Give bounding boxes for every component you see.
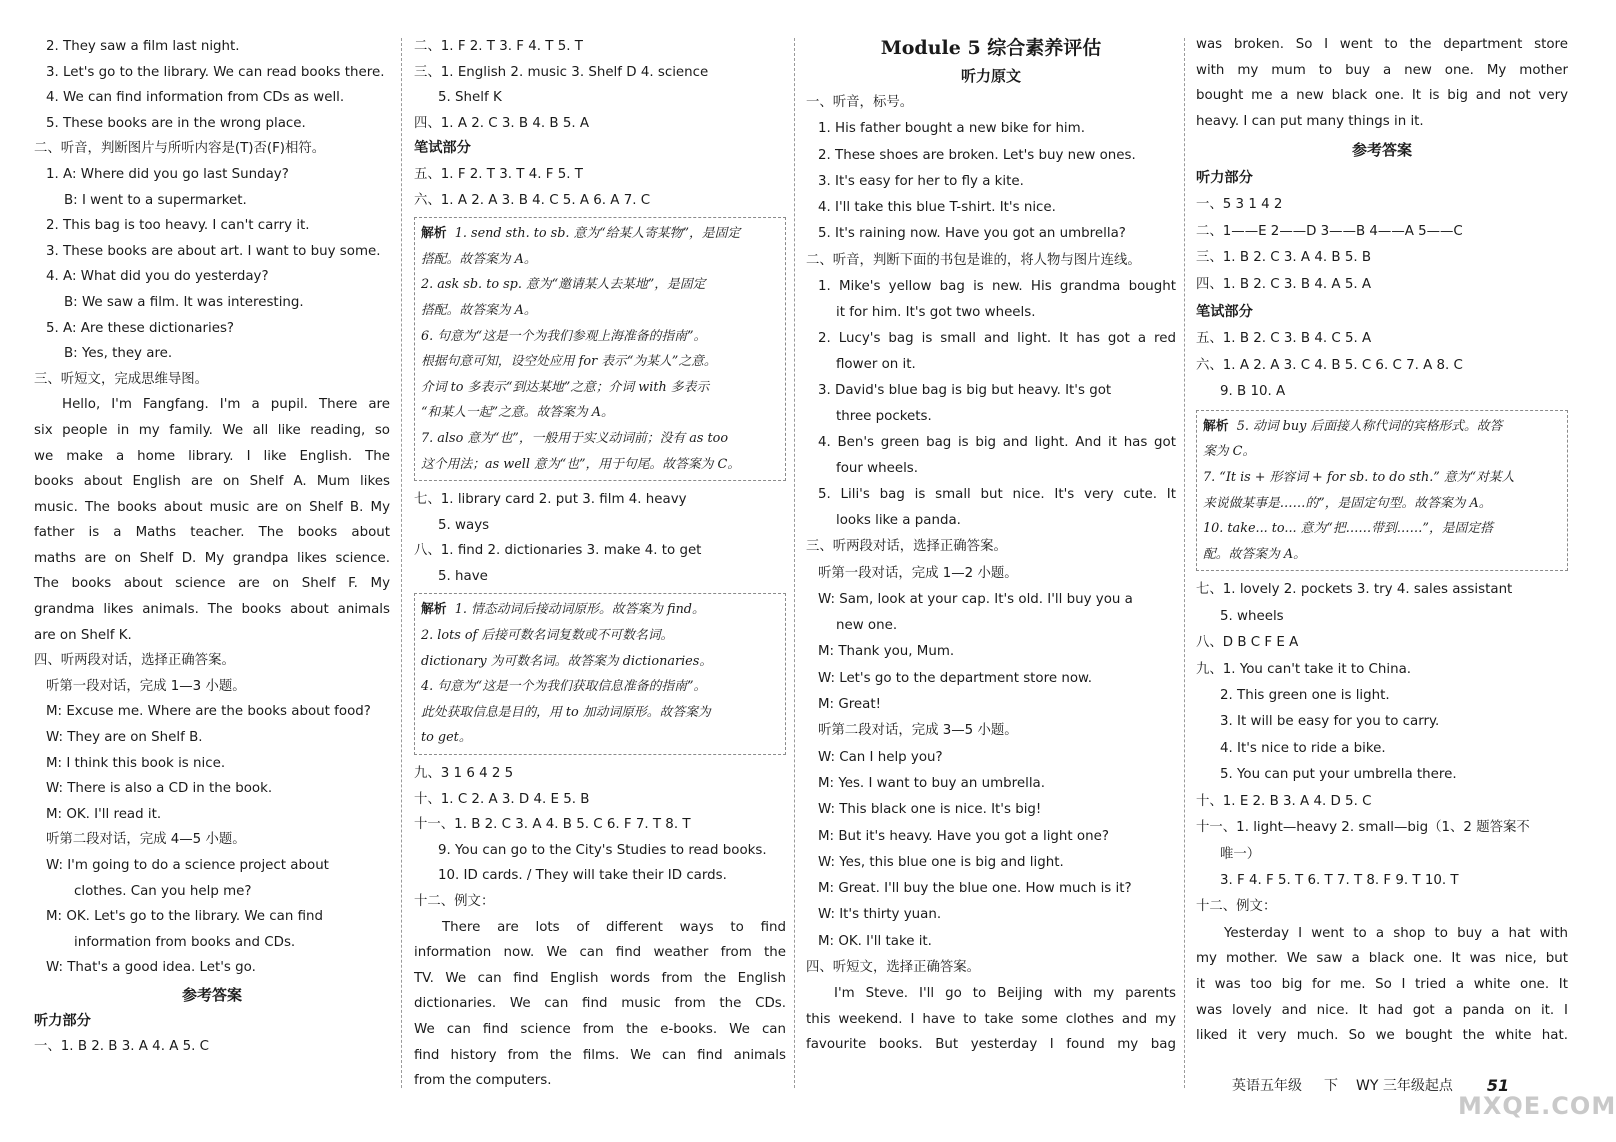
text-line: favourite books. But yesterday I found my bag <box>806 1037 1176 1053</box>
text-line: this weekend. I have to take some clothes and my <box>806 1011 1176 1027</box>
text-line: 六、1. A 2. A 3. C 4. B 5. C 6. C 7. A 8. C <box>1196 357 1463 373</box>
text-line: M: Yes. I want to buy an umbrella. <box>818 775 1046 791</box>
text-line: 5. A: Are these dictionaries? <box>46 320 235 336</box>
answer-line: 一、1. B 2. B 3. A 4. A 5. C <box>34 1039 210 1055</box>
text-line: 二、听音，判断图片与所听内容是(T)否(F)相符。 <box>34 141 326 157</box>
text-line: 十二、例文： <box>1196 899 1277 915</box>
text-line: 5. Shelf K <box>438 90 502 106</box>
text-line: new one. <box>836 618 898 634</box>
text-line: 九、1. You can't take it to China. <box>1196 661 1412 677</box>
listening-script-continued <box>34 34 390 981</box>
listening-script-heading: 听力原文 <box>960 67 1021 85</box>
text-line: 介词 to 多表示“到达某地”之意；介词 with 多表示 <box>421 379 710 395</box>
text-line: W: Sam, look at your cap. It's old. I'll buy you a <box>818 591 1133 607</box>
text-line: 5. ways <box>438 517 490 533</box>
text-line: 五、1. B 2. C 3. B 4. C 5. A <box>1196 331 1372 347</box>
analysis-lines <box>1203 439 1561 567</box>
text-line: it was too big for me. So I tried a white one. It <box>1196 976 1568 992</box>
text-line: Hello, I'm Fangfang. I'm a pupil. There are <box>62 397 390 413</box>
footer-subject: 英语五年级 <box>1232 1078 1302 1094</box>
text-line: M: I think this book is nice. <box>46 755 226 771</box>
analysis-text: 1. send sth. to sb. 意为“给某人寄某物”，是固定 <box>454 226 741 242</box>
text-line: 听第一段对话，完成 1—3 小题。 <box>46 678 246 694</box>
text-line: W: Let's go to the department store now. <box>818 670 1092 686</box>
text-line: 十一、1. light—heavy 2. small—big（1、2 题答案不 <box>1196 820 1530 836</box>
text-line: B: We saw a film. It was interesting. <box>64 294 304 310</box>
text-line: my mother. We saw a black one. It was nice, but <box>1196 951 1568 967</box>
text-line: 四、1. A 2. C 3. B 4. B 5. A <box>414 115 590 131</box>
text-line: 根据句意可知，设空处应用 for 表示“为某人”之意。 <box>421 354 717 370</box>
text-line: 2. lots of 后接可数名词复数或不可数名词。 <box>421 628 674 644</box>
answers-listening <box>414 34 786 136</box>
text-line: 八、D B C F E A <box>1196 635 1299 651</box>
text-line: 1. A: Where did you go last Sunday? <box>46 166 289 182</box>
column-4 <box>1196 32 1568 1049</box>
text-line: 4. 句意为“这是一个为我们获取信息准备的指南”。 <box>421 679 707 695</box>
text-line: 二、听音，判断下面的书包是谁的，将人物与图片连线。 <box>806 252 1141 268</box>
text-line: 3. It will be easy for you to carry. <box>1220 714 1440 730</box>
answers-written-2 <box>1196 577 1568 1048</box>
text-line: 4. It's nice to ride a bike. <box>1220 740 1386 756</box>
answers-written <box>414 162 786 213</box>
text-line: it for him. It's got two wheels. <box>836 304 1036 320</box>
text-line: 此处获取信息是目的，用 to 加动词原形。故答案为 <box>421 704 711 720</box>
text-line: 9. You can go to the City's Studies to read books. <box>438 842 767 858</box>
column-3 <box>806 34 1176 1058</box>
text-line: There are lots of different ways to find <box>442 919 786 935</box>
column-divider <box>794 38 795 1088</box>
text-line: 八、1. find 2. dictionaries 3. make 4. to get <box>414 543 702 559</box>
text-line: books about English are on Shelf A. Mum likes <box>34 474 390 490</box>
text-line: 九、3 1 6 4 2 5 <box>414 766 514 782</box>
text-line: 三、听短文，完成思维导图。 <box>34 371 209 387</box>
text-line: 6. 句意为“这是一个为我们参观上海准备的指南”。 <box>421 328 707 344</box>
text-line: M: OK. I'll take it. <box>818 933 932 949</box>
text-line: information from books and CDs. <box>74 934 296 950</box>
text-line: 三、1. B 2. C 3. A 4. B 5. B <box>1196 250 1372 266</box>
text-line: 3. It's easy for her to fly a kite. <box>818 173 1024 189</box>
text-line: M: Great! <box>818 697 881 713</box>
text-line: W: That's a good idea. Let's go. <box>46 960 256 976</box>
listening-part-label: 听力部分 <box>34 1012 91 1029</box>
text-line: W: Can I help you? <box>818 749 943 765</box>
text-line: find history from the films. We can find animals <box>414 1047 786 1063</box>
text-line: 二、1——E 2——D 3——B 4——A 5——C <box>1196 223 1463 239</box>
text-line: W: They are on Shelf B. <box>46 730 203 746</box>
analysis-label: 解析 <box>421 226 447 242</box>
text-line: 案为 C。 <box>1203 444 1256 460</box>
answers-heading: 参考答案 <box>181 985 242 1004</box>
listening-part-label: 听力部分 <box>1196 170 1253 187</box>
text-line: M: But it's heavy. Have you got a light one? <box>818 828 1109 844</box>
text-line: 一、5 3 1 4 2 <box>1196 197 1283 213</box>
text-line: 三、听两段对话，选择正确答案。 <box>806 539 1007 555</box>
text-line: 听第二段对话，完成 4—5 小题。 <box>46 832 246 848</box>
answers-written-2 <box>414 487 786 589</box>
text-line: B: Yes, they are. <box>64 346 173 362</box>
text-line: W: I'm going to do a science project about <box>46 858 329 873</box>
text-line: 十、1. E 2. B 3. A 4. D 5. C <box>1196 793 1372 809</box>
analysis-text: 1. 情态动词后接动词原形。故答案为 find。 <box>454 602 705 618</box>
text-line: 十二、例文： <box>414 894 495 909</box>
text-line: 七、1. lovely 2. pockets 3. try 4. sales assistant <box>1196 582 1513 598</box>
text-line: The books about science are on Shelf F. My <box>34 576 390 592</box>
text-line: 三、1. English 2. music 3. Shelf D 4. science <box>414 64 709 80</box>
text-line: 5. These books are in the wrong place. <box>46 115 306 131</box>
text-line: 3. Let's go to the library. We can read books there. <box>46 64 385 80</box>
text-line: 2. These shoes are broken. Let's buy new ones. <box>818 147 1136 163</box>
text-line: clothes. Can you help me? <box>74 883 252 899</box>
footer-term: 下 <box>1324 1078 1338 1094</box>
text-line: W: There is also a CD in the book. <box>46 781 273 797</box>
text-line: music. The books about music are on Shelf B. My <box>34 499 390 515</box>
text-line: with my mum to buy a new one. My mother <box>1196 62 1568 78</box>
column-2 <box>414 34 786 1094</box>
written-part-label: 笔试部分 <box>1196 304 1253 321</box>
text-line: 10. ID cards. / They will take their ID cards. <box>438 868 727 884</box>
text-line: we make a home library. I like English. The <box>34 448 390 464</box>
answers-heading: 参考答案 <box>1351 141 1412 160</box>
text-line: 二、1. F 2. T 3. F 4. T 5. T <box>414 39 583 54</box>
text-line: 5. Lili's bag is small but nice. It's very cute. It <box>818 487 1176 503</box>
text-line: B: I went to a supermarket. <box>64 192 247 208</box>
column-1 <box>34 34 390 1060</box>
text-line: 5. have <box>438 568 488 584</box>
text-line: 4. Ben's green bag is big and light. And it has got <box>818 435 1176 451</box>
text-line: 2. Lucy's bag is small and light. It has got a red <box>818 330 1176 346</box>
watermark-logo: MXQE.COM <box>1458 1092 1616 1120</box>
text-line: 唯一） <box>1220 846 1261 862</box>
text-line: W: Yes, this blue one is big and light. <box>818 854 1064 870</box>
text-line: 5. wheels <box>1220 608 1284 624</box>
text-line: 3. F 4. F 5. T 6. T 7. T 8. F 9. T 10. T <box>1220 872 1459 888</box>
answers-written <box>1196 326 1568 406</box>
text-line: information now. We can find weather from the <box>414 945 786 961</box>
analysis-box <box>1196 410 1568 572</box>
text-line: 5. It's raining now. Have you got an umbrella? <box>818 226 1126 242</box>
text-line: 4. A: What did you do yesterday? <box>46 269 269 285</box>
text-line: 这个用法；as well 意为“也”，用于句尾。故答案为 C。 <box>421 456 741 472</box>
text-line: 2. They saw a film last night. <box>46 39 240 54</box>
text-line: 四、听两段对话，选择正确答案。 <box>34 653 235 669</box>
text-line: Yesterday I went to a shop to buy a hat with <box>1224 925 1568 941</box>
text-line: looks like a panda. <box>836 512 961 528</box>
text-line: 3. David's blue bag is big but heavy. It's got <box>818 382 1112 398</box>
text-line: dictionaries. We can find music from the CDs. <box>414 996 786 1012</box>
text-line: was lovely and nice. It had got a panda on it. I <box>1196 1002 1568 1018</box>
text-line: to get。 <box>421 730 472 746</box>
text-line: was broken. So I went to the department store <box>1196 37 1568 52</box>
text-line: 2. This green one is light. <box>1220 688 1390 704</box>
text-line: M: Great. I'll buy the blue one. How much is it? <box>818 881 1132 897</box>
column-divider <box>401 38 402 1088</box>
analysis-box <box>414 217 786 481</box>
text-line: maths are on Shelf D. My grandpa likes science. <box>34 550 390 566</box>
text-line: 七、1. library card 2. put 3. film 4. heavy <box>414 492 687 508</box>
analysis-label: 解析 <box>1203 418 1229 434</box>
text-line: “和某人一起”之意。故答案为 A。 <box>421 405 614 421</box>
text-line: 9. B 10. A <box>1220 384 1286 400</box>
text-line: from the computers. <box>414 1073 552 1089</box>
text-line: 搭配。故答案为 A。 <box>421 302 537 318</box>
text-line: flower on it. <box>836 356 916 372</box>
text-line: 10. take... to... 意为“把……带到……”，是固定搭 <box>1203 521 1493 537</box>
text-line: 7. “It is + 形容词 + for sb. to do sth.” 意为“对某人 <box>1203 470 1515 486</box>
text-line: 1. Mike's yellow bag is new. His grandma bought <box>818 279 1176 295</box>
text-line: M: Thank you, Mum. <box>818 644 955 660</box>
text-line: 2. This bag is too heavy. I can't carry it. <box>46 218 310 234</box>
listening-script <box>806 90 1176 1058</box>
text-line: W: This black one is nice. It's big! <box>818 802 1042 818</box>
analysis-lines <box>421 247 779 477</box>
answers-listening <box>1196 192 1568 298</box>
text-line: 4. I'll take this blue T-shirt. It's nice. <box>818 200 1056 216</box>
text-line: 一、听音，标号。 <box>806 95 914 110</box>
answers-written-3 <box>414 761 786 1094</box>
text-line: 4. We can find information from CDs as well. <box>46 90 345 106</box>
text-line: I'm Steve. I'll go to Beijing with my parents <box>834 986 1176 1002</box>
text-line: 搭配。故答案为 A。 <box>421 251 537 267</box>
module-title: Module 5 综合素养评估 <box>880 37 1102 59</box>
text-line: M: OK. Let's go to the library. We can find <box>46 909 324 925</box>
text-line: 5. You can put your umbrella there. <box>1220 767 1457 783</box>
text-line: six people in my family. We all like reading, so <box>34 422 390 438</box>
text-line: bought me a new black one. It is big and not very <box>1196 88 1568 104</box>
footer-edition: WY 三年级起点 <box>1356 1078 1453 1094</box>
text-line: 六、1. A 2. A 3. B 4. C 5. A 6. A 7. C <box>414 192 651 208</box>
written-part-label: 笔试部分 <box>414 140 471 157</box>
text-line: 7. also 意为“也”，一般用于实义动词前；没有 as too <box>421 430 729 446</box>
analysis-lines <box>421 623 779 751</box>
text-line: grandma likes animals. The books about animals <box>34 602 390 618</box>
text-line: 听第一段对话，完成 1—2 小题。 <box>818 565 1018 581</box>
text-line: 四、听短文，选择正确答案。 <box>806 959 981 975</box>
text-line: We can find science from the e-books. We can <box>414 1021 786 1037</box>
text-line: father is a Maths teacher. The books about <box>34 525 390 541</box>
text-line: 配。故答案为 A。 <box>1203 546 1306 562</box>
text-line: four wheels. <box>836 461 919 477</box>
analysis-label: 解析 <box>421 602 447 618</box>
text-line: TV. We can find English words from the English <box>414 970 786 986</box>
text-line: W: It's thirty yuan. <box>818 907 942 923</box>
text-line: M: Excuse me. Where are the books about food? <box>46 704 371 720</box>
text-line: heavy. I can put many things in it. <box>1196 113 1424 129</box>
text-line: three pockets. <box>836 409 932 425</box>
text-line: 五、1. F 2. T 3. T 4. F 5. T <box>414 166 583 182</box>
column-divider <box>1184 38 1185 1088</box>
analysis-text: 5. 动词 buy 后面接人称代词的宾格形式。故答 <box>1236 418 1503 434</box>
text-line: 2. ask sb. to sp. 意为“邀请某人去某地”，是固定 <box>421 277 706 293</box>
page-number: 51 <box>1486 1075 1510 1095</box>
text-line: liked it very much. So we bought the white hat. <box>1196 1028 1568 1044</box>
text-line: 十、1. C 2. A 3. D 4. E 5. B <box>414 791 590 807</box>
text-line: 1. His father bought a new bike for him. <box>818 121 1085 137</box>
text-line: M: OK. I'll read it. <box>46 806 162 822</box>
text-line: 听第二段对话，完成 3—5 小题。 <box>818 723 1018 739</box>
text-line: dictionary 为可数名词。故答案为 dictionaries。 <box>421 653 713 669</box>
analysis-box <box>414 593 786 755</box>
text-line: 十一、1. B 2. C 3. A 4. B 5. C 6. F 7. T 8. T <box>414 817 691 833</box>
text-line: 来说做某事是……的”，是固定句型。故答案为 A。 <box>1203 495 1492 511</box>
listening-script-end <box>1196 32 1568 134</box>
text-line: 3. These books are about art. I want to buy some. <box>46 243 381 259</box>
text-line: 四、1. B 2. C 3. B 4. A 5. A <box>1196 276 1372 292</box>
text-line: are on Shelf K. <box>34 627 132 643</box>
